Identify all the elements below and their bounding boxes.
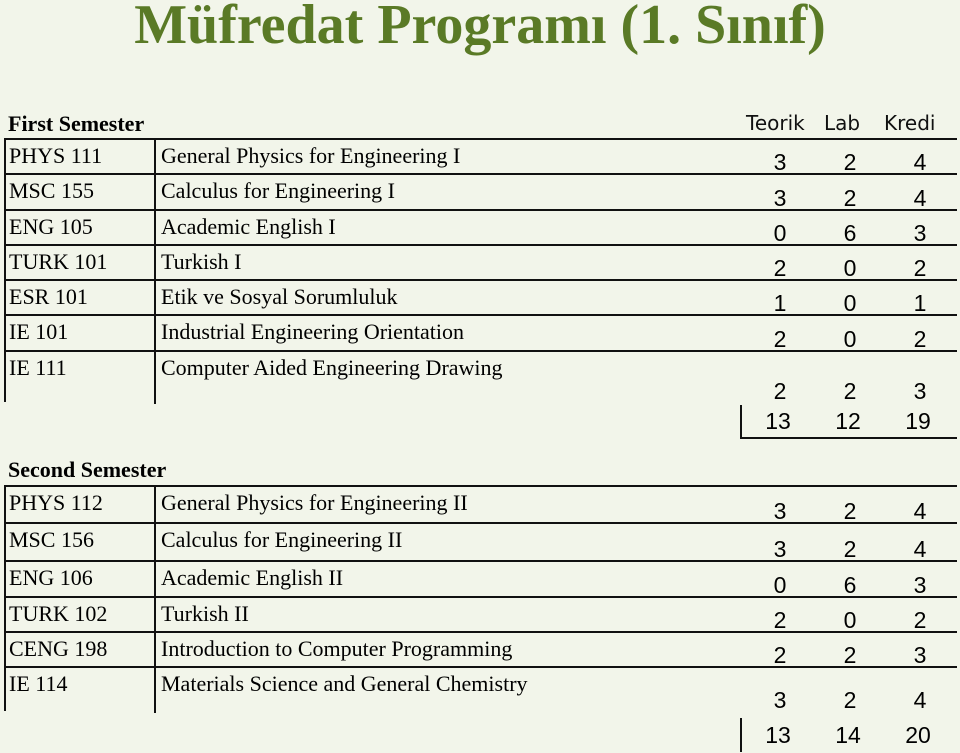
course-code: ENG 105: [9, 214, 93, 239]
page-title: Müfredat Programı (1. Sınıf): [134, 0, 826, 56]
course-code: MSC 155: [9, 178, 94, 203]
course-name: Etik ve Sosyal Sorumluluk: [161, 284, 398, 309]
course-row: [4, 522, 957, 560]
course-kredi: 3: [913, 220, 927, 246]
course-teorik: 0: [773, 572, 787, 598]
column-divider: [154, 138, 156, 175]
course-name: Calculus for Engineering I: [161, 178, 395, 203]
second-semester-label: Second Semester: [8, 457, 167, 482]
course-teorik: 3: [773, 185, 787, 211]
course-lab: 2: [843, 378, 857, 404]
column-divider: [154, 279, 156, 316]
course-name: Introduction to Computer Programming: [161, 636, 513, 661]
column-divider: [154, 631, 156, 668]
column-divider: [154, 596, 156, 633]
course-row: [4, 666, 957, 711]
total-lab: 14: [835, 722, 861, 748]
course-name: General Physics for Engineering I: [161, 143, 461, 168]
total-kredi: 19: [905, 408, 931, 434]
course-lab: 0: [843, 326, 857, 352]
course-row: [4, 138, 957, 173]
column-divider: [154, 314, 156, 352]
second-semester-totals: [740, 718, 957, 752]
course-code: TURK 102: [9, 601, 108, 626]
course-teorik: 2: [773, 642, 787, 668]
course-lab: 6: [843, 572, 857, 598]
course-kredi: 3: [913, 378, 927, 404]
course-lab: 2: [843, 642, 857, 668]
course-lab: 2: [843, 498, 857, 524]
course-teorik: 1: [773, 290, 787, 316]
total-lab: 12: [835, 408, 861, 434]
course-row: [4, 314, 957, 350]
course-teorik: 2: [773, 607, 787, 633]
course-name: General Physics for Engineering II: [161, 490, 468, 515]
course-teorik: 0: [773, 220, 787, 246]
course-code: IE 111: [9, 355, 67, 380]
course-code: TURK 101: [9, 249, 108, 274]
course-code: ESR 101: [9, 284, 88, 309]
course-row: [4, 244, 957, 279]
course-code: IE 114: [9, 671, 68, 696]
course-name: Turkish II: [161, 601, 249, 626]
course-code: MSC 156: [9, 527, 94, 552]
course-kredi: 4: [913, 149, 927, 175]
course-lab: 2: [843, 687, 857, 713]
course-lab: 0: [843, 607, 857, 633]
first-semester-totals: [740, 405, 957, 439]
course-name: Turkish I: [161, 249, 242, 274]
course-row: [4, 560, 957, 596]
course-name: Computer Aided Engineering Drawing: [161, 355, 503, 380]
course-lab: 2: [843, 185, 857, 211]
first-semester-table: [4, 138, 957, 402]
table-left-border: [4, 138, 6, 402]
course-teorik: 3: [773, 149, 787, 175]
column-divider: [154, 173, 156, 211]
column-divider: [154, 244, 156, 281]
course-lab: 0: [843, 290, 857, 316]
course-kredi: 2: [913, 326, 927, 352]
course-code: PHYS 112: [9, 490, 103, 515]
column-divider: [154, 666, 156, 713]
course-row: [4, 631, 957, 666]
course-kredi: 3: [913, 642, 927, 668]
column-divider: [154, 560, 156, 598]
course-lab: 6: [843, 220, 857, 246]
course-lab: 0: [843, 255, 857, 281]
course-teorik: 3: [773, 498, 787, 524]
course-name: Materials Science and General Chemistry: [161, 671, 528, 696]
course-row: [4, 350, 957, 402]
first-semester-label: First Semester: [8, 111, 145, 136]
course-code: ENG 106: [9, 565, 93, 590]
course-code: CENG 198: [9, 636, 108, 661]
course-kredi: 2: [913, 607, 927, 633]
course-teorik: 2: [773, 378, 787, 404]
course-row: [4, 596, 957, 631]
course-kredi: 1: [913, 290, 927, 316]
course-row: [4, 209, 957, 244]
header-lab: Lab: [824, 111, 861, 135]
total-kredi: 20: [905, 722, 931, 748]
course-name: Calculus for Engineering II: [161, 527, 403, 552]
column-divider: [154, 350, 156, 404]
total-teorik: 13: [765, 408, 791, 434]
course-kredi: 4: [913, 687, 927, 713]
course-name: Academic English I: [161, 214, 336, 239]
course-name: Industrial Engineering Orientation: [161, 319, 465, 344]
course-teorik: 3: [773, 687, 787, 713]
course-lab: 2: [843, 536, 857, 562]
column-divider: [154, 485, 156, 524]
course-name: Academic English II: [161, 565, 344, 590]
course-teorik: 2: [773, 255, 787, 281]
course-kredi: 3: [913, 572, 927, 598]
course-lab: 2: [843, 149, 857, 175]
total-teorik: 13: [765, 722, 791, 748]
header-kredi: Kredi: [884, 111, 936, 135]
course-teorik: 2: [773, 326, 787, 352]
course-code: IE 101: [9, 319, 69, 344]
column-divider: [154, 209, 156, 246]
course-row: [4, 173, 957, 209]
course-row: [4, 279, 957, 314]
course-row: [4, 485, 957, 522]
course-kredi: 2: [913, 255, 927, 281]
course-kredi: 4: [913, 498, 927, 524]
second-semester-table: [4, 485, 957, 711]
course-code: PHYS 111: [9, 143, 103, 168]
table-left-border: [4, 485, 6, 711]
course-teorik: 3: [773, 536, 787, 562]
column-divider: [154, 522, 156, 562]
course-kredi: 4: [913, 185, 927, 211]
course-kredi: 4: [913, 536, 927, 562]
header-teorik: Teorik: [746, 111, 805, 135]
